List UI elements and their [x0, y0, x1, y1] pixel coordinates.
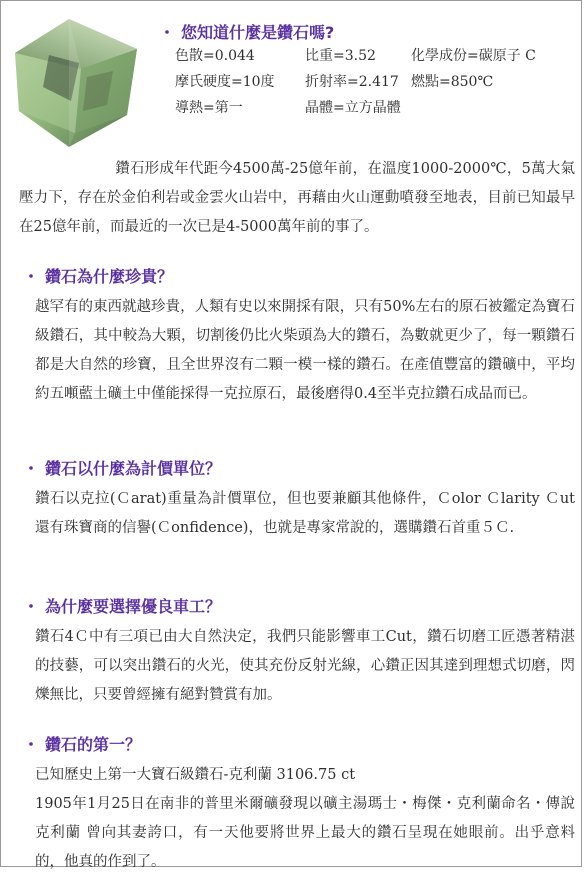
- fact-row: [175, 43, 579, 69]
- section-body: 鑽石4Ｃ中有三項已由大自然決定，我們只能影響車工Cut，鑽石切磨工匠憑著精湛的技藝，可以突出鑽石的火光，使其充份反射光線，心鑽正因其達到理想式切磨，閃爍無比，只要曾經擁有絕對贊賞有加。: [35, 629, 575, 703]
- intro-text: 鑽石形成年代距今4500萬-25億年前，在溫度1000-2000℃，5萬大氣壓力下，存在於金伯利岩或金雲火山岩中，再藉由火山運動噴發至地表，目前已知最早在25億年前，而最近的一次已是4-5000萬年前的事了。: [19, 161, 575, 235]
- diamond-facts: [159, 23, 579, 121]
- section-heading: [23, 735, 575, 755]
- bullet-icon: ・: [23, 735, 40, 754]
- section-heading: [23, 597, 575, 617]
- bullet-icon: ・: [23, 597, 40, 616]
- fact-specific-gravity: 比重=3.52: [305, 48, 376, 64]
- section-body: 鑽石以克拉(Ｃarat)重量為計價單位，但也要兼顧其他條件，Ｃolor Ｃlarity Ｃut 還有珠寶商的信譽(Ｃonfidence)，也就是專家常說的，選購鑽石首重５Ｃ.: [35, 491, 575, 536]
- rough-diamond-image: [9, 15, 147, 151]
- section-title: 為什麼要選擇優良車工？: [45, 597, 222, 616]
- fact-row: [175, 69, 579, 95]
- section-title: 鑽石為什麼珍貴？: [45, 267, 174, 286]
- section-cut-quality: [23, 597, 575, 710]
- fact-ignition-point: 燃點=850℃: [411, 74, 494, 90]
- section-heading: [23, 459, 575, 479]
- bullet-icon: ・: [23, 267, 40, 286]
- bullet-icon: ・: [159, 23, 176, 42]
- largest-diamond-line: 已知歷史上第一大寶石級鑽石-克利蘭 3106.75 ct: [35, 767, 356, 783]
- fact-composition: 化學成份=碳原子 C: [411, 48, 536, 64]
- fact-crystal-system: 晶體=立方晶體: [305, 100, 401, 116]
- fact-refractive-index: 折射率=2.417: [305, 74, 399, 90]
- section-body: [35, 761, 575, 877]
- fact-dispersion: 色散=0.044: [175, 48, 255, 64]
- section-title: 鑽石的第一？: [45, 735, 142, 754]
- largest-diamond-story: 1905年1月25日在南非的普里米爾礦發現以礦主湯瑪士・梅傑・克利蘭命名・傳說 克利蘭 曾向其妻誇口，有一天他要將世界上最大的鑽石呈現在她眼前。出乎意料的，他真的作到了。: [35, 796, 575, 870]
- intro-paragraph: [19, 155, 575, 242]
- fact-thermal-conductivity: 導熱=第一: [175, 100, 243, 116]
- fact-hardness: 摩氏硬度=10度: [175, 74, 275, 90]
- facts-heading: [159, 23, 579, 43]
- bullet-icon: ・: [23, 459, 40, 478]
- section-largest-diamond: [23, 735, 575, 877]
- section-body: 越罕有的東西就越珍貴，人類有史以來開採有限，只有50%左右的原石被鑑定為寶石級鑽石，其中較為大顆，切割後仍比火柴頭為大的鑽石，為數就更少了，每一顆鑽石都是大自然的珍寶，且全世界沒有二顆一模一樣的鑽石。在產值豐富的鑽礦中，平均約五噸藍土礦土中僅能採得一克拉原石，最後磨得0.4至半克拉鑽石成品而已。: [35, 299, 575, 402]
- section-title: 鑽石以什麼為計價單位？: [45, 459, 222, 478]
- section-pricing-unit: [23, 459, 575, 543]
- facts-title: 您知道什麼是鑽石嗎?: [181, 23, 335, 42]
- section-heading: [23, 267, 575, 287]
- fact-row: [175, 95, 579, 121]
- section-why-precious: [23, 267, 575, 409]
